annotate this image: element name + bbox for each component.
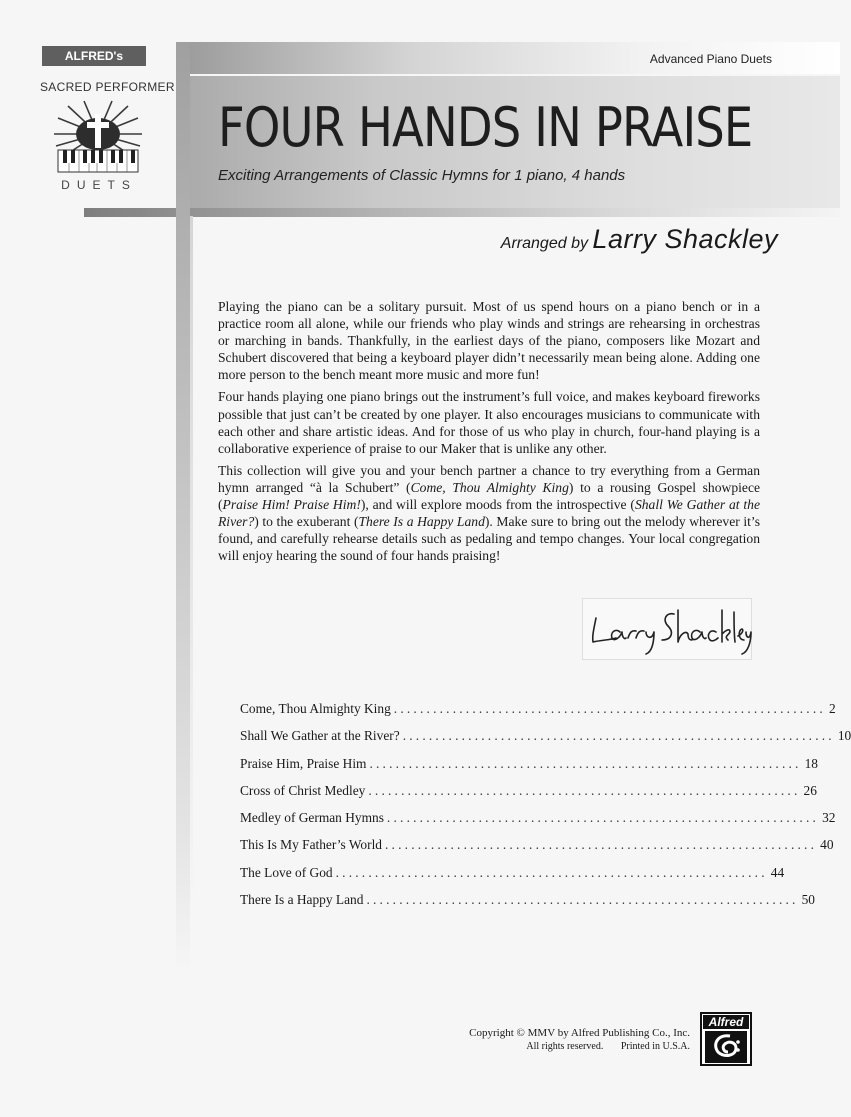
toc-leader: .................................................................. (366, 892, 799, 908)
all-rights-text: All rights reserved. (526, 1041, 604, 1052)
cross-sunburst-keyboard-icon (50, 100, 146, 176)
toc-title: Medley of German Hymns (240, 810, 384, 826)
rights-line (469, 1040, 690, 1054)
table-of-contents (240, 701, 851, 919)
toc-page: 40 (820, 837, 834, 853)
toc-row[interactable] (240, 892, 815, 919)
arranger-credit (501, 224, 778, 255)
toc-row[interactable] (240, 864, 785, 892)
toc-leader: .................................................................. (335, 864, 768, 880)
intro-paragraph-3: This collection will give you and your bench partner a chance to try everything from a German hymn arranged “à la Schubert” (Come, Thou Almighty King) to a rousing Gospel showpiece (Praise Him! Praise Him!), and will explore moods from the introspective (Shall We Gather at the River?) to the exuberant (There Is a Happy Land). Make sure to bring out the melody wherever it’s found, and carefully rehearse details such as pedaling and tempo changes. Your local congregation will enjoy hearing the sound of four hands praising! (218, 462, 761, 564)
series-label: Advanced Piano Duets (649, 52, 772, 66)
arranged-by-label: Arranged by (500, 235, 588, 252)
header-rule (84, 208, 840, 217)
toc-page: 26 (803, 782, 817, 798)
toc-page: 32 (822, 810, 836, 826)
copyright-notice (469, 1026, 690, 1054)
toc-row[interactable] (240, 701, 836, 728)
arranger-name: Larry Shackley (592, 224, 778, 254)
series-logo (40, 46, 175, 196)
logo-subtitle: DUETS (61, 178, 137, 192)
toc-page: 50 (801, 892, 815, 908)
alfred-logo-text: Alfred (708, 1015, 744, 1029)
signature-image (582, 598, 752, 660)
toc-title: Praise Him, Praise Him (240, 755, 367, 771)
toc-page: 18 (804, 755, 818, 771)
book-title: FOUR HANDS IN PRAISE (218, 96, 753, 159)
printed-in-text: Printed in U.S.A. (620, 1041, 690, 1052)
toc-leader: .................................................................. (393, 701, 826, 716)
toc-title: Shall We Gather at the River? (240, 728, 400, 744)
toc-page: 2 (828, 701, 836, 716)
toc-title: Cross of Christ Medley (240, 782, 366, 798)
toc-leader: .................................................................. (402, 728, 835, 744)
alfred-clef-logo-icon (700, 1012, 752, 1066)
cross-vertical-bar (176, 42, 190, 972)
toc-row[interactable] (240, 728, 851, 755)
toc-leader: .................................................................. (386, 810, 820, 826)
toc-leader: .................................................................. (368, 782, 801, 798)
logo-series-name: SACRED PERFORMER (40, 80, 175, 94)
copyright-line: Copyright © MMV by Alfred Publishing Co., Inc. (469, 1027, 690, 1039)
intro-paragraph-2: Four hands playing one piano brings out the instrument’s full voice, and makes keyboard fireworks possible that just can’t be created by one player. It also encourages musicians to communicate with each other and share artistic ideas. And for those of us who play in church, four-hand playing is a collaborative experience of praise to our Maker that is unlike any other. (218, 389, 760, 456)
toc-row[interactable] (240, 782, 817, 810)
toc-title: There Is a Happy Land (240, 892, 364, 908)
toc-title: This Is My Father’s World (240, 837, 382, 853)
introduction (218, 298, 760, 569)
logo-publisher-tag: ALFRED's (42, 46, 146, 66)
toc-row[interactable] (240, 837, 834, 864)
toc-page: 44 (770, 864, 785, 880)
intro-paragraph-1: Playing the piano can be a solitary pursuit. Most of us spend hours on a piano bench or in a practice room all alone, while our friends who play winds and strings are rehearsing in orchestras or marching in bands. Thankfully, in the earliest days of the piano, composers like Mozart and Schubert discovered that being a keyboard player didn’t necessarily mean being alone. Adding one more person to the bench meant more music and more fun! (218, 299, 760, 383)
toc-row[interactable] (240, 755, 818, 783)
book-subtitle: Exciting Arrangements of Classic Hymns for 1 piano, 4 hands (218, 167, 626, 184)
toc-title: The Love of God (240, 864, 333, 880)
cross-vertical-highlight (190, 216, 193, 916)
toc-leader: .................................................................. (385, 837, 818, 853)
toc-leader: .................................................................. (369, 755, 802, 771)
toc-row[interactable] (240, 810, 836, 837)
toc-title: Come, Thou Almighty King (240, 701, 391, 716)
toc-page: 10 (837, 728, 851, 744)
